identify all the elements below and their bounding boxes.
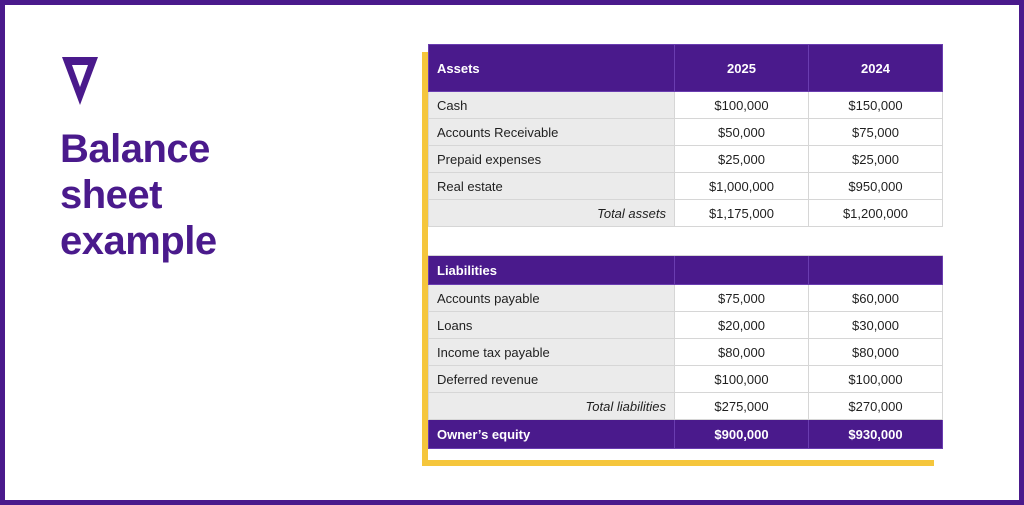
assets-header: Assets (429, 45, 675, 92)
value-2025: $75,000 (675, 285, 809, 312)
liabilities-header-row (429, 256, 943, 285)
total-assets-2025: $1,175,000 (675, 200, 809, 227)
row-label: Cash (429, 92, 675, 119)
owners-equity-label: Owner’s equity (429, 420, 675, 449)
value-2024: $80,000 (809, 339, 943, 366)
total-assets-row (429, 200, 943, 227)
row-label: Loans (429, 312, 675, 339)
value-2024: $100,000 (809, 366, 943, 393)
table-row (429, 92, 943, 119)
table-row (429, 173, 943, 200)
value-2024: $150,000 (809, 92, 943, 119)
row-label: Accounts payable (429, 285, 675, 312)
title-line-2: sheet (60, 173, 162, 217)
value-2025: $100,000 (675, 92, 809, 119)
total-assets-2024: $1,200,000 (809, 200, 943, 227)
value-2025: $50,000 (675, 119, 809, 146)
balance-sheet-table (428, 44, 942, 460)
title-line-1: Balance (60, 127, 210, 171)
liabilities-header: Liabilities (429, 256, 675, 285)
owners-equity-row (429, 420, 943, 449)
total-assets-label: Total assets (429, 200, 675, 227)
total-liabilities-row (429, 393, 943, 420)
value-2025: $20,000 (675, 312, 809, 339)
row-label: Real estate (429, 173, 675, 200)
row-label: Income tax payable (429, 339, 675, 366)
table-row (429, 312, 943, 339)
title-line-3: example (60, 219, 217, 263)
value-2024: $60,000 (809, 285, 943, 312)
value-2024: $75,000 (809, 119, 943, 146)
total-liabilities-label: Total liabilities (429, 393, 675, 420)
total-liabilities-2025: $275,000 (675, 393, 809, 420)
table-spacer (429, 227, 943, 256)
total-liabilities-2024: $270,000 (809, 393, 943, 420)
year-2025-header: 2025 (675, 45, 809, 92)
table-row (429, 146, 943, 173)
value-2024: $950,000 (809, 173, 943, 200)
row-label: Prepaid expenses (429, 146, 675, 173)
year-2024-header: 2024 (809, 45, 943, 92)
assets-header-row (429, 45, 943, 92)
value-2025: $25,000 (675, 146, 809, 173)
value-2025: $100,000 (675, 366, 809, 393)
owners-equity-2025: $900,000 (675, 420, 809, 449)
table-row (429, 366, 943, 393)
table-row (429, 285, 943, 312)
value-2025: $80,000 (675, 339, 809, 366)
value-2025: $1,000,000 (675, 173, 809, 200)
page-title (60, 126, 217, 264)
table-row (429, 119, 943, 146)
down-arrow-logo-icon (62, 57, 98, 105)
table-row (429, 339, 943, 366)
row-label: Accounts Receivable (429, 119, 675, 146)
value-2024: $25,000 (809, 146, 943, 173)
owners-equity-2024: $930,000 (809, 420, 943, 449)
value-2024: $30,000 (809, 312, 943, 339)
row-label: Deferred revenue (429, 366, 675, 393)
